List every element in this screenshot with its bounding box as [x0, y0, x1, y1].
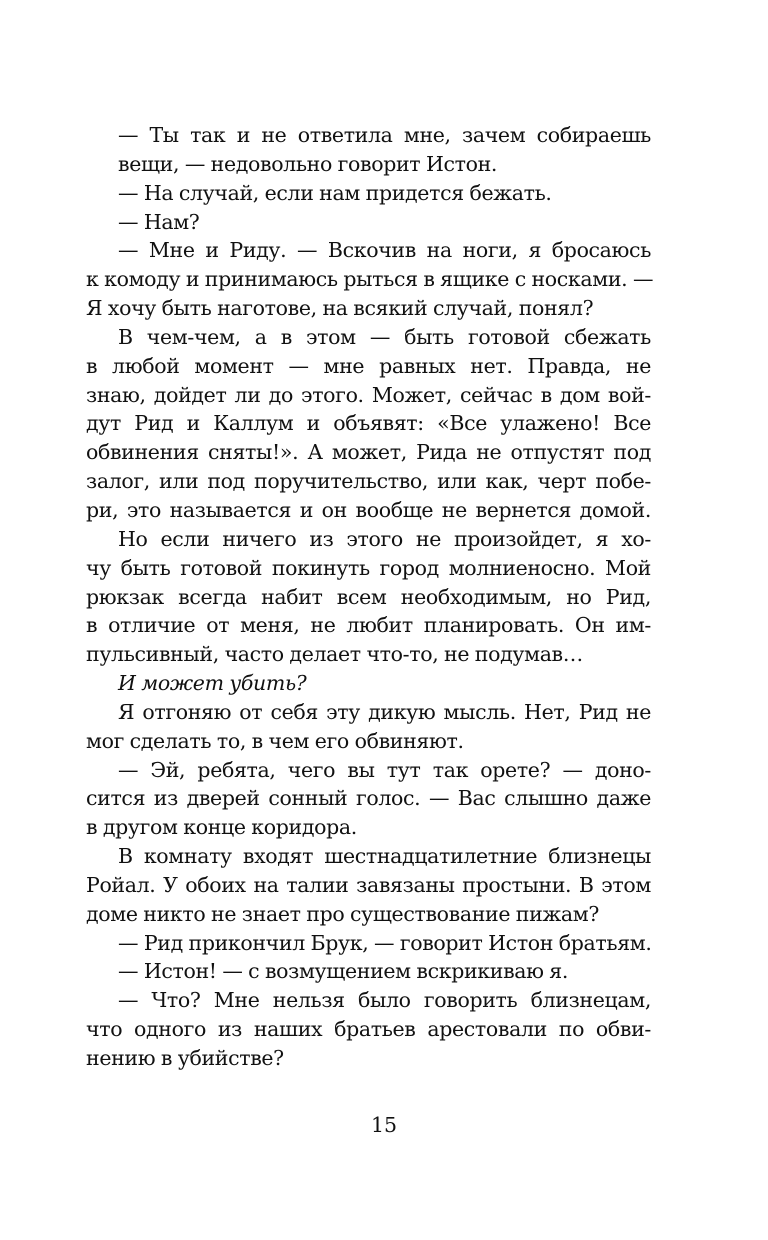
text-line: — Ты так и не ответила мне, зачем собираешь — [118, 123, 651, 147]
text-line: — Рид прикончил Брук, — говорит Истон братьям. — [118, 930, 652, 955]
text-line: — Нам? — [118, 209, 200, 234]
text-line: В комнату входят шестнадцатилетние близнецы — [118, 844, 651, 869]
text-line: Я хочу быть наготове, на всякий случай, понял? — [86, 296, 594, 321]
text-line: рюкзак всегда набит всем необходимым, но Рид, — [86, 584, 651, 609]
text-line: Ройал. У обоих на талии завязаны простыни. В этом — [86, 872, 651, 897]
text-line: Я отгоняю от себя эту дикую мысль. Нет, Рид не — [118, 699, 651, 724]
body-text — [86, 121, 654, 1073]
text-line: дут Рид и Каллум и объявят: «Все улажено! Все — [86, 411, 651, 436]
text-line: доме никто не знает про существование пижам? — [86, 901, 600, 926]
text-line: знаю, дойдет ли до этого. Может, сейчас в дом вой- — [86, 382, 651, 407]
page-number: 15 — [370, 1113, 398, 1137]
text-line: нению в убийстве? — [86, 1046, 284, 1070]
text-line: В чем-чем, а в этом — быть готовой сбежать — [118, 324, 651, 349]
text-line: И может убить? — [118, 671, 307, 696]
text-line: пульсивный, часто делает что-то, не подумав… — [86, 642, 583, 667]
text-line: мог сделать то, в чем его обвиняют. — [86, 728, 464, 753]
text-line: обвинения сняты!». А может, Рида не отпустят под — [86, 440, 651, 465]
text-line: сится из дверей сонный голос. — Вас слышно даже — [86, 786, 651, 811]
text-line: — Мне и Риду. — Вскочив на ноги, я бросаюсь — [118, 238, 651, 263]
text-line: в другом конце коридора. — [86, 815, 357, 840]
text-line: вещи, — недовольно говорит Истон. — [118, 151, 498, 176]
text-line: — Истон! — с возмущением вскрикиваю я. — [118, 959, 569, 984]
text-line: — Эй, ребята, чего вы тут так орете? — доно- — [118, 757, 651, 782]
text-line: ри, это называется и он вообще не вернется домой. — [86, 497, 651, 522]
text-line: — Что? Мне нельзя было говорить близнецам, — [118, 988, 651, 1013]
text-line: в любой момент — мне равных нет. Правда, не — [86, 353, 651, 378]
text-line: чу быть готовой покинуть город молниеносно. Мой — [86, 555, 651, 580]
text-line: Но если ничего из этого не произойдет, я хо- — [118, 526, 651, 551]
text-line: залог, или под поручительство, или как, черт побе- — [86, 469, 651, 494]
text-line: что одного из наших братьев арестовали по обви- — [86, 1017, 651, 1042]
text-line: к комоду и принимаюсь рыться в ящике с носками. — — [86, 267, 654, 292]
text-line: в отличие от меня, не любит планировать. Он им- — [86, 613, 651, 638]
text-line: — На случай, если нам придется бежать. — [118, 180, 552, 205]
